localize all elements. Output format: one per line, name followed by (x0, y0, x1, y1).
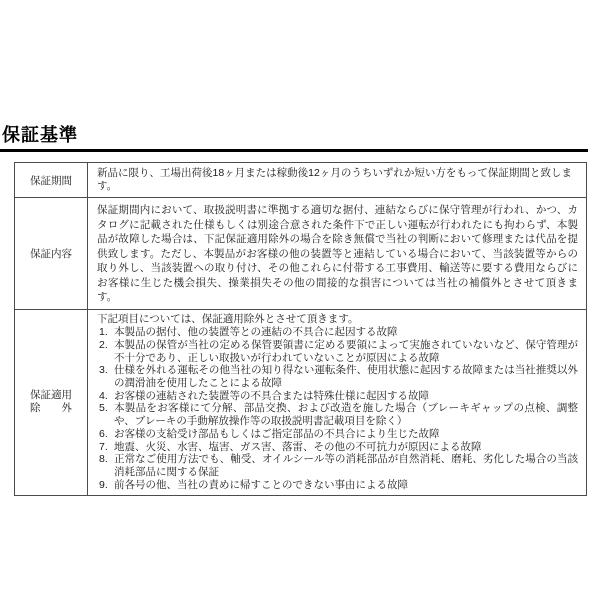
row-content-warranty-coverage (88, 198, 586, 309)
exclusions-intro-text: 下記項目については、保証適用除外とさせて頂きます。 (97, 312, 359, 325)
exclusion-item-text: 正常なご使用方法でも、軸受、オイルシール等の消耗部品が自然消耗、磨耗、劣化した場合の当該消耗部品に関する保証 (114, 453, 578, 478)
exclusion-item-text: 本製品の据付、他の装置等との連結の不具合に起因する故障 (114, 326, 398, 339)
warranty-coverage-text: 保証期間内において、取扱説明書に準拠する適切な据付、連結ならびに保守管理が行われ、かつ、カタログに記載された仕様もしくは別途合意された条件下で正しい運転が行われたにも拘わらず、本製品が故障した場合は、下記保証適用除外の場合を除き無償で当社の判断において修理または代品を提供致します。ただし、本製品がお客様の他の装置等と連結している場合において、当該装置等からの取り外し、当該装置への取り付け、その他これらに付帯する工事費用、輸送等に要する費用ならびにお客様に生じた機会損失、操業損失その他の間接的な損害については当社の補償外とさせて頂きます。 (97, 204, 578, 303)
exclusion-item (97, 326, 578, 339)
title-divider-rule (0, 149, 588, 152)
exclusion-item-number: 6. (99, 427, 108, 440)
exclusion-item-number: 5. (99, 402, 108, 415)
exclusion-item (97, 428, 578, 441)
exclusion-item-number: 2. (99, 338, 108, 351)
exclusion-item-text: お客様の支給受け部品もしくはご指定部品の不具合により生じた故障 (114, 427, 440, 440)
exclusions-label-stack (30, 389, 72, 416)
row-content-warranty-period (88, 163, 586, 197)
exclusion-item-number: 9. (99, 478, 108, 491)
warranty-period-text: 新品に限り、工場出荷後18ヶ月または稼動後12ヶ月のうちいずれか短い方をもって保証期間と致します。 (97, 167, 572, 192)
exclusion-item (97, 441, 578, 454)
exclusion-item (97, 390, 578, 403)
row-label-warranty-exclusions (15, 310, 88, 496)
row-label-warranty-period: 保証期間 (15, 163, 88, 197)
exclusion-item-text: 地震、火災、水害、塩害、ガス害、落雷、その他の不可抗力が原因による故障 (114, 440, 482, 453)
exclusion-item-text: 本製品の保管が当社の定める保管要領書に定める要領によって実施されていないなど、保守管理が不十分であり、正しい取扱いが行われていないことが原因による故障 (114, 338, 578, 364)
table-row-warranty-exclusions (15, 310, 586, 496)
page-title: 保証基準 (2, 125, 78, 145)
exclusion-item-text: お客様の連結された装置等の不具合または特殊仕様に起因する故障 (114, 389, 429, 402)
exclusion-item-text: 前各号の他、当社の責めに帰すことのできない事由による故障 (114, 478, 408, 491)
row-content-warranty-exclusions (88, 310, 586, 496)
table-row-warranty-period (15, 163, 586, 198)
exclusion-item (97, 364, 578, 389)
exclusion-item-number: 4. (99, 389, 108, 402)
exclusion-item (97, 453, 578, 478)
exclusion-item-number: 7. (99, 440, 108, 453)
exclusion-item-text: 本製品をお客様にて分解、部品交換、および改造を施した場合（ブレーキギャップの点検、調整や、ブレーキの手動解放操作等の取扱説明書記載項目を除く） (114, 402, 578, 428)
warranty-table (14, 162, 587, 496)
table-row-warranty-coverage (15, 198, 586, 310)
row-label-warranty-coverage: 保証内容 (15, 198, 88, 309)
exclusion-item (97, 339, 578, 364)
exclusion-item (97, 479, 578, 492)
exclusion-item (97, 402, 578, 427)
exclusion-item-number: 8. (99, 453, 108, 466)
exclusions-label-line1: 保証適用 (30, 388, 72, 401)
exclusions-label-line2: 除外 (30, 402, 72, 415)
exclusion-item-number: 3. (99, 364, 108, 377)
exclusion-item-number: 1. (99, 326, 108, 339)
exclusion-item-text: 仕様を外れる運転その他当社の知り得ない運転条件、使用状態に起因する故障または当社推奨以外の潤滑油を使用したことによる故障 (114, 364, 578, 390)
